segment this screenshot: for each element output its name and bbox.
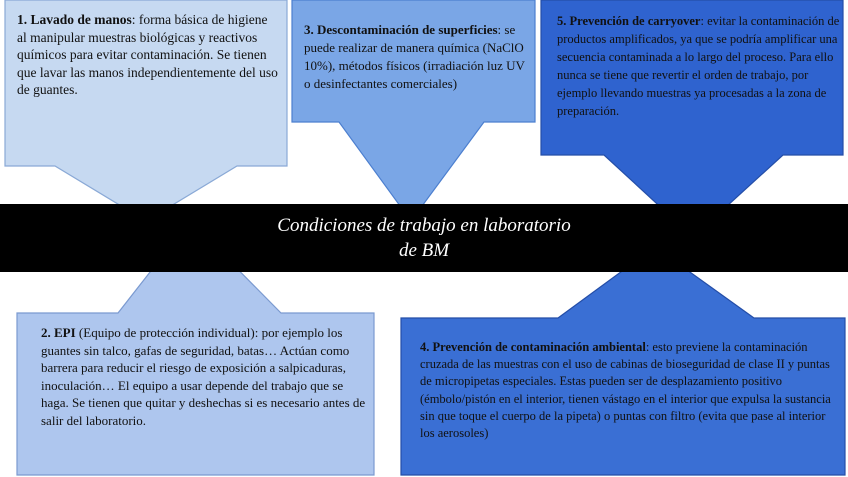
central-title-line2: de BM bbox=[398, 240, 450, 261]
box-environmental-contamination-text: : esto previene la contaminación cruzada de las muestras con el uso de cabinas de bioseguridad de clase II y puntas de micropipetas especiales. Estas pueden ser de desplazamiento positivo (émbolo/pistón en el interior, tienen vástago en el interior que expulsa la sustancia sin que toque el cuerpo de la pipeta) o puntas con filtro (evita que pase al interior los aerosoles) bbox=[420, 340, 831, 441]
box-ppe-title: 2. EPI bbox=[41, 325, 76, 340]
box-carryover bbox=[557, 12, 840, 120]
box-environmental-contamination bbox=[420, 339, 840, 442]
box-ppe-text: (Equipo de protección individual): por ejemplo los guantes sin talco, gafas de seguridad, batas… Actúan como barrera para reducir el riesgo de exposición a salpicaduras, inoculación… El equipo a usar depende del trabajo que se haga. Se tienen que quitar y deshechas si es necesario antes de salir del laboratorio. bbox=[41, 325, 366, 428]
box-hand-washing-title: 1. Lavado de manos bbox=[17, 12, 132, 27]
central-title-line1: Condiciones de trabajo en laboratorio bbox=[277, 215, 571, 236]
box-surface-decontamination-text: : se puede realizar de manera química (NaClO 10%), métodos físicos (irradiación luz UV o desinfectantes comerciales) bbox=[304, 22, 525, 91]
central-title-band bbox=[0, 204, 848, 272]
box-hand-washing bbox=[17, 11, 279, 99]
box-surface-decontamination bbox=[304, 21, 530, 93]
box-carryover-title: 5. Prevención de carryover bbox=[557, 14, 701, 28]
box-surface-decontamination-title: 3. Descontaminación de superficies bbox=[304, 22, 498, 37]
box-ppe bbox=[41, 324, 367, 430]
box-hand-washing-text: : forma básica de higiene al manipular muestras biológicas y reactivos químicos para evitar contaminación. Se tienen que lavar las manos independientemente del uso de guantes. bbox=[17, 12, 278, 98]
box-environmental-contamination-title: 4. Prevención de contaminación ambiental bbox=[420, 340, 646, 354]
box-carryover-text: : evitar la contaminación de productos amplificados, ya que se podría amplificar una secuencia contaminada a lo largo del proceso. Para ello nunca se tiene que revertir el orden de trabajo, por ejemplo llevando muestras ya procesadas a la zona de preparación. bbox=[557, 14, 840, 118]
